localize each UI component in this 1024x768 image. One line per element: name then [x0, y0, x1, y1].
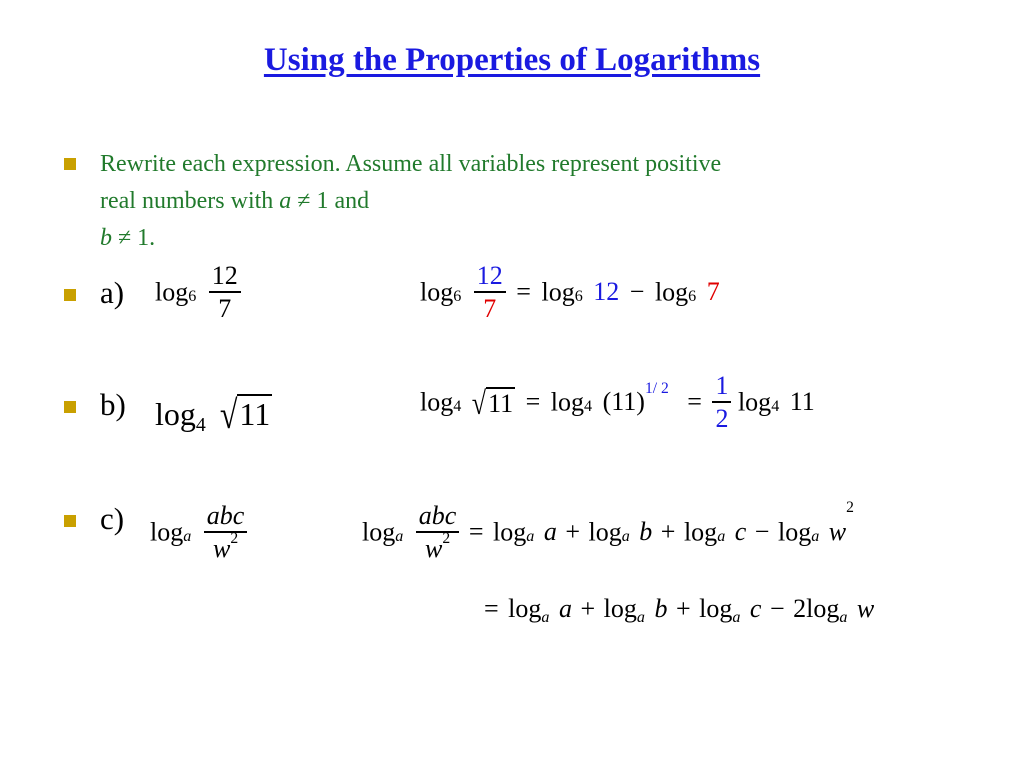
- solution-c-line-1: loga $\frac{\text{abc}}{w^2}$ = loga a + loga b + loga c − loga $w^2$: [362, 499, 854, 564]
- solution-b: log4 √11 = log4 $(11)^{1/ 2}$ = $\frac{1}{2}$ log4 11: [420, 371, 815, 434]
- solution-a: log6 $\frac{12}{7}$ = log6 12 − log6 7: [420, 261, 720, 324]
- problem-b: log4 √11: [155, 391, 271, 437]
- fraction: $\frac{12}{7}$: [209, 262, 241, 323]
- item-label-a: a): [100, 275, 125, 310]
- fraction: $\frac{\text{abc}}{w^2}$: [204, 502, 248, 563]
- sqrt: √11: [471, 385, 514, 422]
- intro-text: [100, 146, 930, 257]
- radical-sign: √: [219, 391, 238, 437]
- bullet-icon: [64, 158, 76, 170]
- problem-a: log6 $\frac{12}{7}$: [155, 262, 241, 323]
- bullet-icon: [64, 401, 76, 413]
- intro-line-3: b ≠ 1.: [100, 225, 156, 251]
- intro-line-1: Rewrite each expression. Assume all variables represent positive: [100, 151, 722, 177]
- fraction: $\frac{\text{abc}}{w^2}$: [416, 502, 460, 563]
- bullet-icon: [64, 515, 76, 527]
- item-label-b: b): [100, 387, 126, 422]
- solution-c-line-2: = loga a + loga b + loga c − 2loga w: [484, 594, 875, 626]
- item-label-c: c): [100, 501, 125, 536]
- slide-title: Using the Properties of Logarithms: [263, 42, 761, 78]
- fraction: $\frac{12}{7}$: [474, 262, 506, 323]
- bullet-icon: [64, 289, 76, 301]
- sqrt: √11: [219, 391, 271, 437]
- fraction: $\frac{1}{2}$: [712, 372, 731, 433]
- problem-c: loga $\frac{\text{abc}}{w^2}$: [150, 502, 247, 563]
- intro-line-2: real numbers with a ≠ 1 and: [100, 188, 370, 214]
